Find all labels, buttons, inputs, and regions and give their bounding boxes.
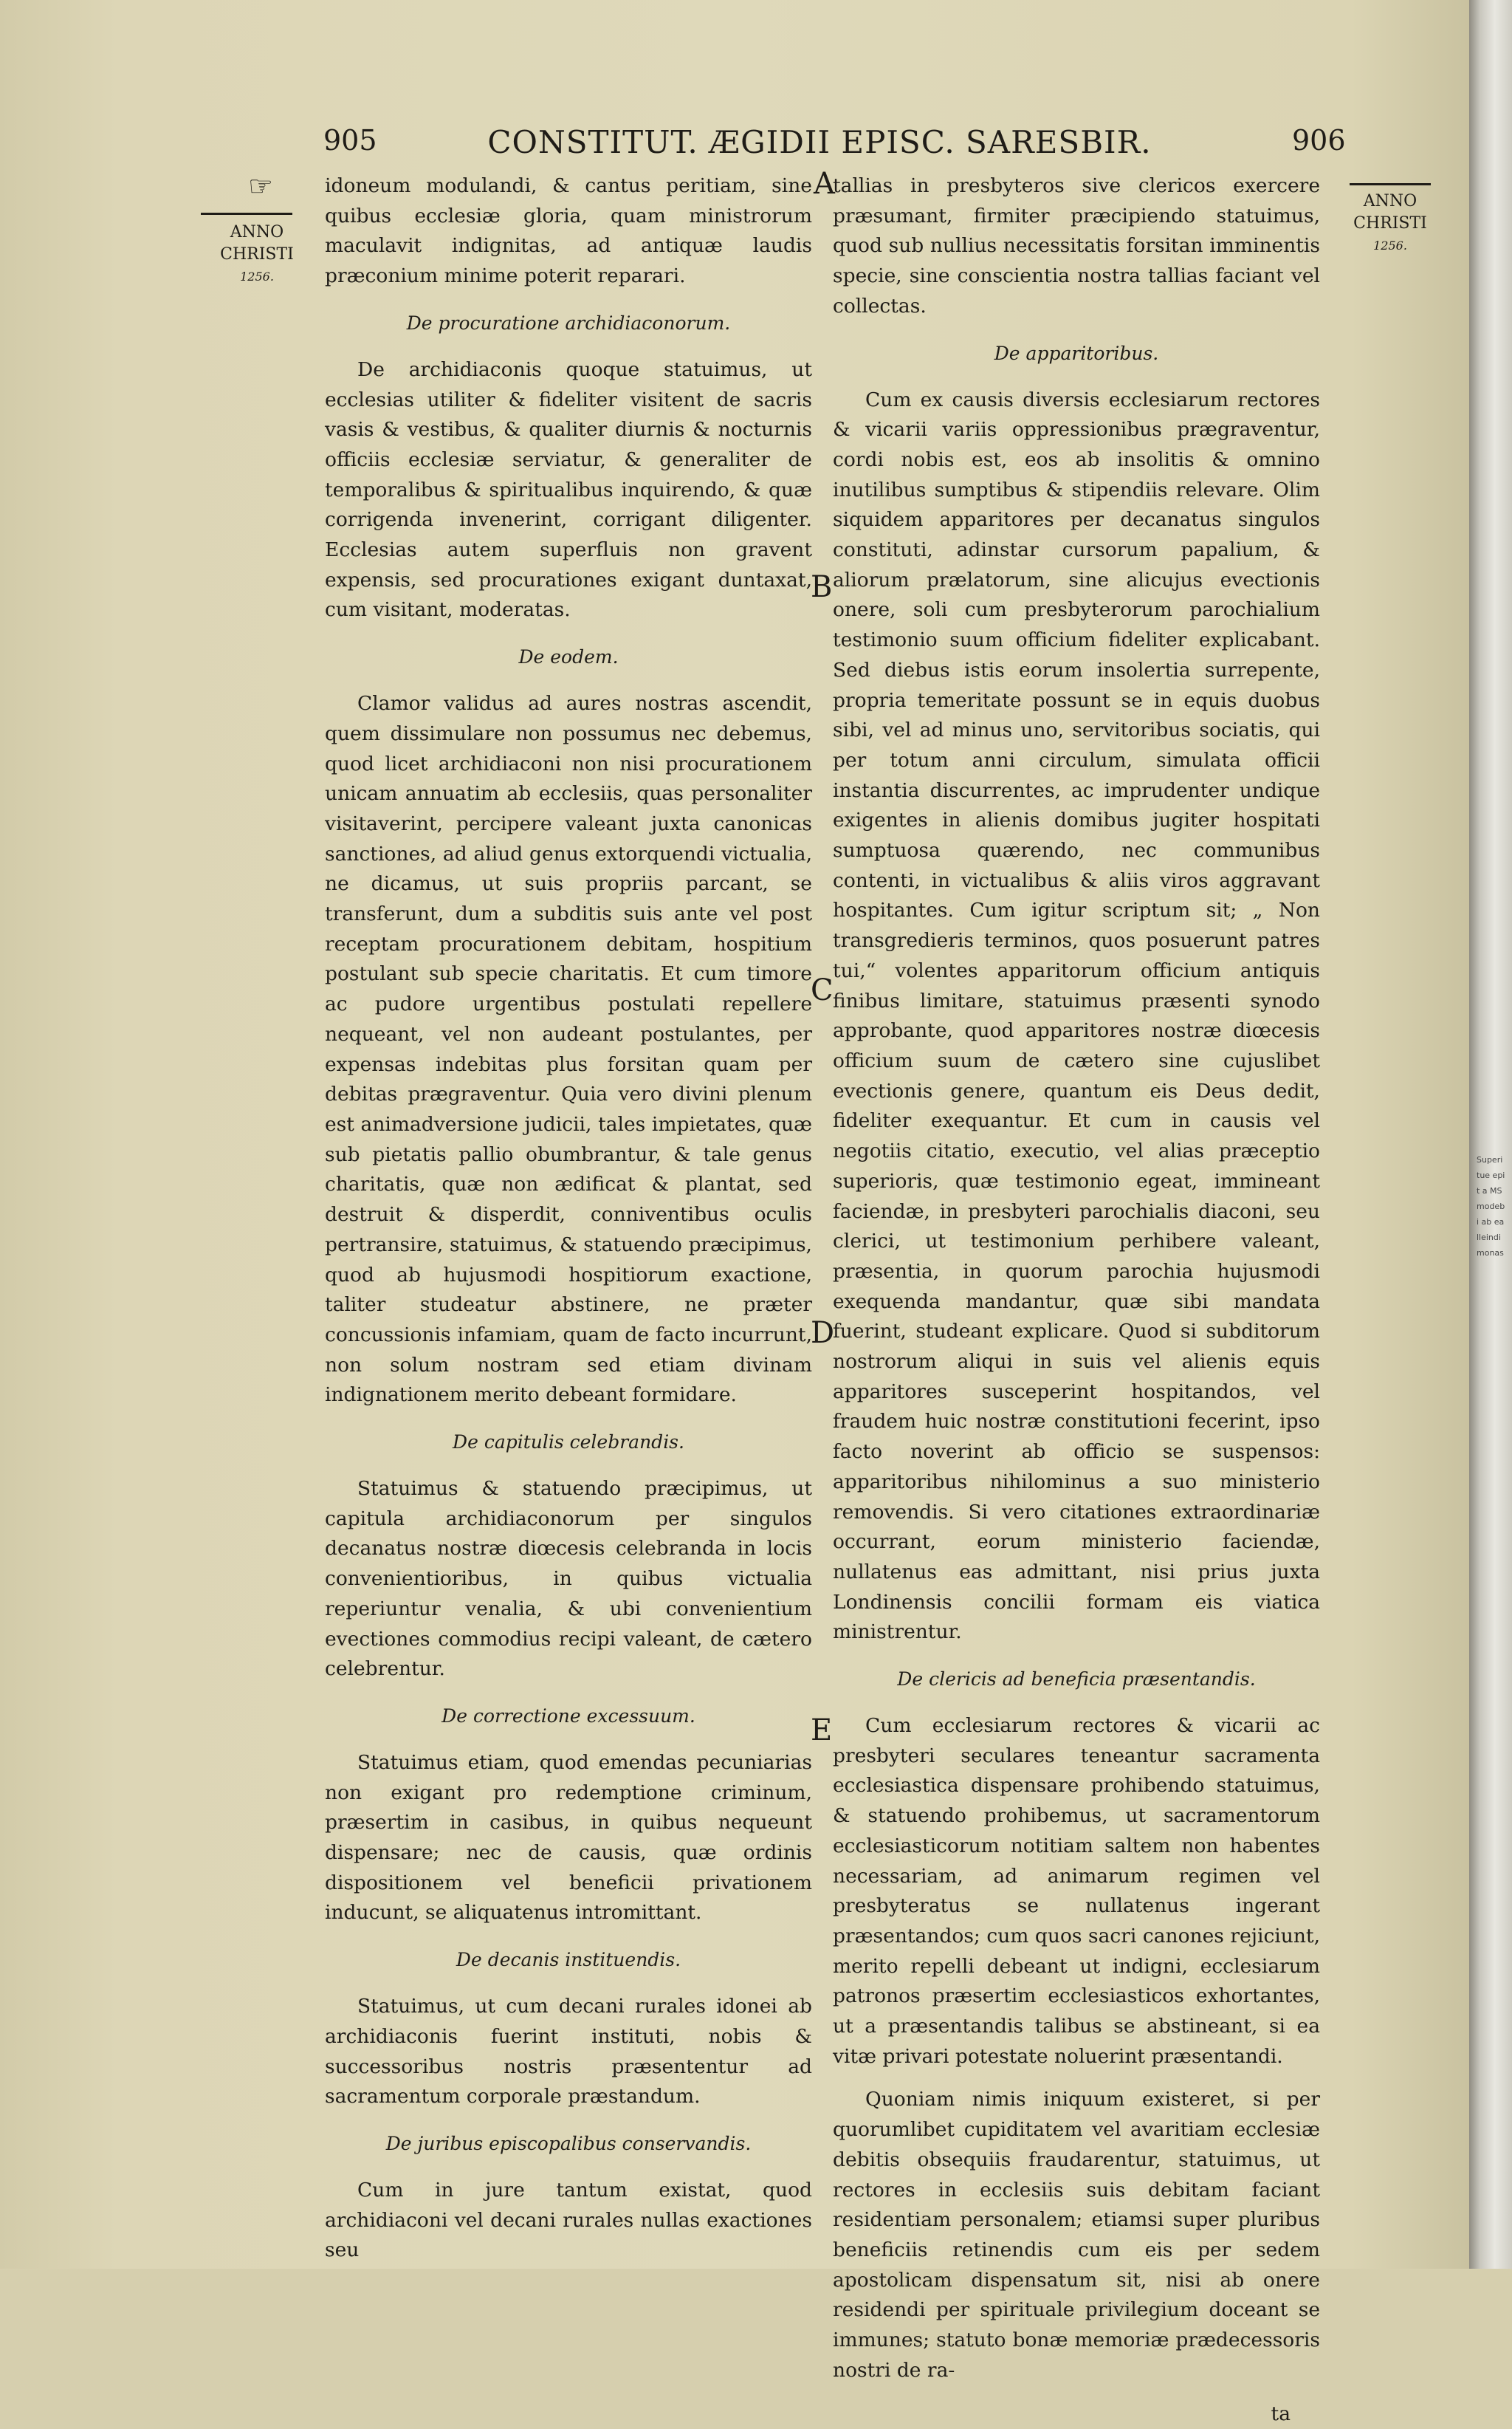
section-letter-c: C [811, 973, 834, 1007]
edge-fragment: Superi [1477, 1155, 1503, 1165]
section-letter-b: B [811, 570, 833, 604]
margin-rule-left [201, 213, 292, 215]
paragraph-clericis: Cum ecclesiarum rectores & vicarii ac presbyteri seculares teneantur sacramenta ecclesiastica dispensare prohibendo statuimus, & statuendo prohibemus, ut sacramentorum ecclesiasticorum notitiam saltem non habentes necessariam, ad animarum regimen vel presbyteratus se nullatenus ingerant præsentandos; cum quos sacri canones rejiciunt, merito repelli debeant ut indigni, ecclesiarum patronos præsertim ecclesiasticos exhortantes, ut a præsentandis talibus se abstineant, si ea vitæ privari potestate noluerint præsentandi. [833, 1714, 1320, 2068]
right-column [833, 171, 1320, 2429]
heading-capitulis: De capitulis celebrandis. [453, 1431, 684, 1453]
page-number-right: 906 [1292, 124, 1346, 157]
section-letter-a: A [814, 167, 835, 201]
margin-year-left [205, 222, 309, 288]
heading-clericis: De clericis ad beneficia præsentandis. [897, 1668, 1256, 1690]
left-intro-paragraph: idoneum modulandi, & cantus peritiam, sine quibus ecclesiæ gloria, quam ministrorum maculavit indignitas, ad antiquæ laudis præconium minime poterit reparari. [325, 174, 812, 288]
edge-fragment: monas [1477, 1248, 1504, 1258]
edge-fragment: i ab ea [1477, 1217, 1505, 1227]
margin-anno-left: ANNO [230, 223, 284, 241]
edge-fragment: t a MS [1477, 1186, 1502, 1196]
edge-fragment: lleindi [1477, 1233, 1501, 1242]
right-intro-paragraph: tallias in presbyteros sive clericos exercere præsumant, firmiter præcipiendo statuimus, quod sub nullius necessitatis forsitan imminentis specie, sine conscientia nostra tallias faciant vel collectas. [833, 174, 1320, 318]
paragraph-eodem: Clamor validus ad aures nostras ascendit, quem dissimulare non possumus nec debemus, quod licet archidiaconi non nisi procurationem unicam annuatim ab ecclesiis, quas personaliter visitaverint, percipere valeant juxta canonicas sanctiones, ad aliud genus extorquendi victualia, ne dicamus, ut suis propriis parcant, se transferunt, dum a subditis suis ante vel post receptam procurationem debitam, hospitium postulant sub specie charitatis. Et cum timore ac pudore urgentibus postulati repellere nequeant, vel non audeant postulantes, per expensas indebitas plus forsitan quam per debitas prægraventur. Quia vero divini plenum est animadversione judicii, tales impietates, quæ sub pietatis pallio obumbrantur, & tale genus charitatis, quæ non ædificat & plantat, sed destruit & disperdit, conniventibus oculis pertransire, statuimus, & statuendo præcipimus, quod ab hujusmodi hospitiorum exactione, taliter studeatur abstinere, ne præter concussionis infamiam, quam de facto incurrunt, non solum nostram sed etiam divinam indignationem merito debeant formidare. [325, 692, 812, 1407]
paragraph-correctione: Statuimus etiam, quod emendas pecuniarias non exigant pro redemptione criminum, præsertim in casibus, in quibus nequeunt dispensare; nec de causis, quæ ordinis dispositionem vel beneficii privationem inducunt, se aliquatenus intromittant. [325, 1750, 812, 1925]
margin-christi-left: CHRISTI [220, 245, 294, 264]
heading-eodem: De eodem. [518, 646, 619, 668]
heading-apparitoribus: De apparitoribus. [994, 342, 1159, 364]
facing-page-edge [1469, 0, 1512, 2269]
paragraph-procuratione: De archidiaconis quoque statuimus, ut ecclesias utiliter & fideliter visitent de sacris vasis & vestibus, & qualiter diurnis & nocturnis officiis ecclesiæ serviatur, & generaliter de temporalibus & spiritualibus inquirendo, & quæ corrigenda invenerint, corrigant diligenter. Ecclesias autem superfluis non gravent expensis, sed procurationes exigant duntaxat, cum visitant, moderatas. [325, 357, 812, 622]
margin-christi-right: CHRISTI [1353, 214, 1427, 233]
section-letter-e: E [811, 1713, 833, 1747]
heading-procuratione: De procuratione archidiaconorum. [406, 312, 731, 334]
running-title: CONSTITUT. ÆGIDII EPISC. SARESBIR. [487, 124, 1152, 160]
edge-fragment: modeb [1477, 1202, 1505, 1211]
facing-page-margin-notes [1477, 1152, 1511, 1261]
catchword: ta [1271, 2402, 1291, 2425]
paragraph-quoniam: Quoniam nimis iniquum existeret, si per quorumlibet cupiditatem vel avaritiam ecclesiæ debitis obsequiis fraudarentur, statuimus, ut rectores in ecclesiis suis debitam faciant residentiam personalem; etiamsi super pluribus beneficiis retinendis cum eis per sedem apostolicam dispensatum sit, nisi ab onere residendi per spirituale privilegium doceant se immunes; statuto bonæ memoriæ prædecessoris nostri de ra- [833, 2088, 1320, 2382]
running-header [0, 124, 1469, 168]
pointing-hand-icon: ☞ [248, 170, 274, 202]
paragraph-juribus: Cum in jure tantum existat, quod archidiaconi vel decani rurales nullas exactiones seu [325, 2178, 812, 2262]
margin-anno-right: ANNO [1363, 192, 1418, 210]
left-column [325, 171, 812, 2279]
margin-year-value-left: 1256. [240, 270, 274, 284]
margin-year-value-right: 1256. [1373, 239, 1407, 253]
paragraph-capitulis: Statuimus & statuendo præcipimus, ut capitula archidiaconorum per singulos decanatus nostræ diœcesis celebranda in locis convenientioribus, in quibus victualia reperiuntur venalia, & ubi convenientium evectiones commodius recipi valeant, de cætero celebrentur. [325, 1477, 812, 1681]
paragraph-apparitoribus: Cum ex causis diversis ecclesiarum rectores & vicarii variis oppressionibus prægraventur, cordi nobis est, eos ab insolitis & omnino inutilibus sumptibus & stipendiis relevare. Olim siquidem apparitores per decanatus singulos constituti, adinstar cursorum papalium, & aliorum prælatorum, sine alicujus evectionis onere, soli cum presbyterorum parochialium testimonio suum officium fideliter explicabant. Sed diebus istis eorum insolertia surrepente, propria temeritate possunt se in equis duobus sibi, vel ad minus uno, servitoribus sociatis, qui per totum anni circulum, simulata officii instantia discurrentes, ac imprudenter undique exigentes in alienis domibus jugiter hospitati sumptuosa quærendo, nec communibus contenti, in victualibus & aliis viros aggravant hospitantes. Cum igitur scriptum sit; „ Non transgredieris terminos, quos posuerunt patres tui,“ volentes apparitorum officium antiquis finibus limitare, statuimus præsenti synodo approbante, quod apparitores nostræ diœcesis officium suum de cætero sine cujuslibet evectionis genere, quantum eis Deus dedit, fideliter exequantur. Et cum in causis vel negotiis citatio, executio, vel alias præceptio superioris, quæ testimonio egeat, immineant faciendæ, in presbyteri parochialis diaconi, seu clerici, ut testimonium perhibere valeant, præsentia, in quorum parochia hujusmodi exequenda mandantur, quæ sibi mandata fuerint, studeant explicare. Quod si subditorum nostrorum aliqui in suis vel alienis equis apparitores susceperint hospitandos, vel fraudem huic nostræ constitutioni fecerint, ipso facto noverint ab officio se suspensos: apparitoribus nihilominus a suo ministerio removendis. Si vero citationes extraordinariæ occurrant, eorum ministerio faciendæ, nullatenus eas admittant, nisi prius juxta Londinensis concilii formam eis viatica ministrentur. [833, 388, 1320, 1644]
section-letter-d: D [811, 1316, 835, 1350]
paragraph-decanis: Statuimus, ut cum decani rurales idonei ab archidiaconis fuerint instituti, nobis & successoribus nostris præsententur ad sacramentum corporale præstandum. [325, 1995, 812, 2108]
page-number-left: 905 [323, 124, 377, 157]
heading-decanis: De decanis instituendis. [456, 1949, 681, 1971]
margin-rule-right [1350, 183, 1431, 185]
heading-correctione: De correctione excessuum. [441, 1705, 695, 1727]
edge-fragment: tue epi [1477, 1171, 1505, 1180]
margin-year-right [1342, 191, 1438, 257]
heading-juribus: De juribus episcopalibus conservandis. [385, 2132, 752, 2154]
